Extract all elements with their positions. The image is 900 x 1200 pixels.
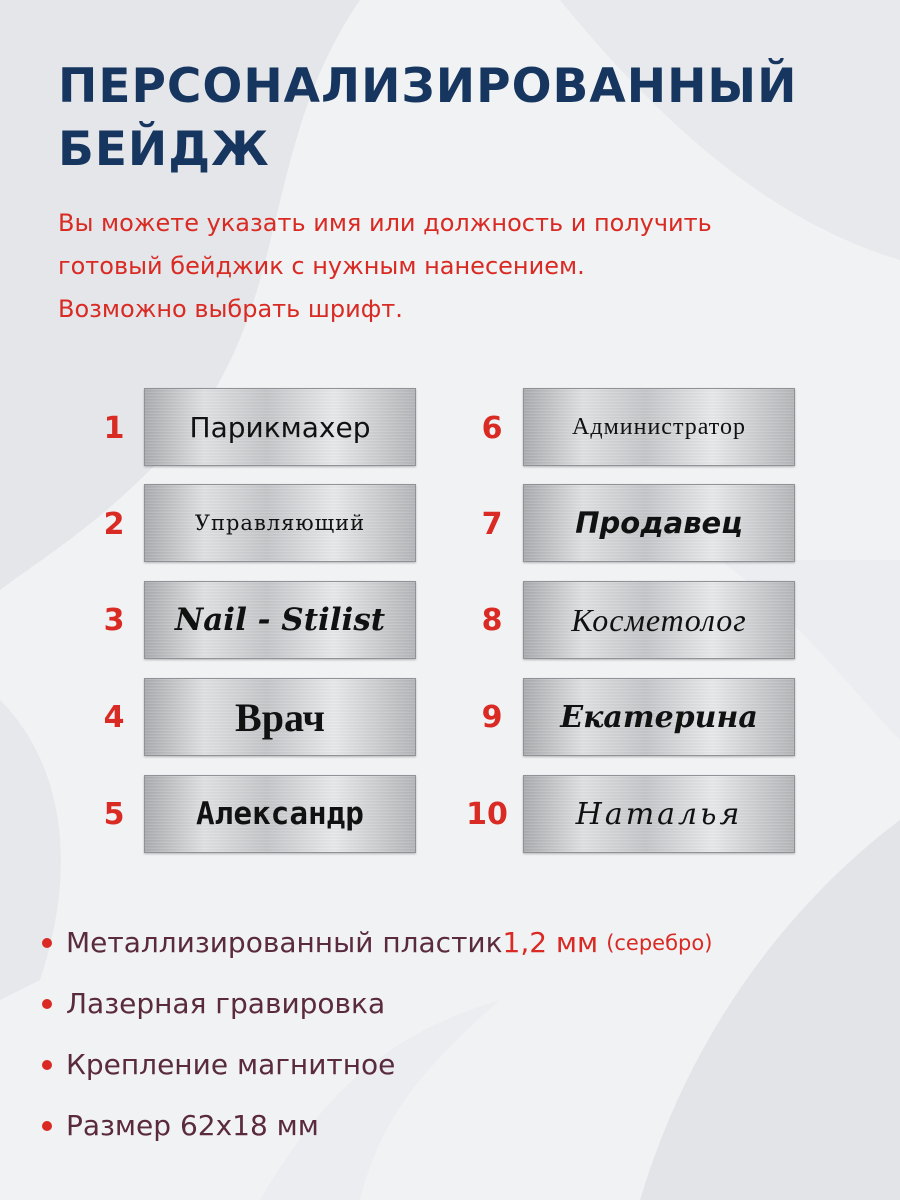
badge-number: 3 bbox=[103, 603, 125, 638]
badge-sample-9 bbox=[523, 678, 795, 756]
badge-text: Наталья bbox=[575, 796, 743, 832]
subtitle-line-2: готовый бейджик с нужным нанесением. bbox=[58, 252, 585, 280]
feature-note: (серебро) bbox=[606, 930, 713, 955]
badge-number: 7 bbox=[481, 507, 503, 542]
badge-number: 6 bbox=[481, 411, 503, 446]
badge-number: 8 bbox=[481, 603, 503, 638]
title-line-1: ПЕРСОНАЛИЗИРОВАННЫЙ bbox=[58, 59, 798, 114]
badge-text: Парикмахер bbox=[189, 410, 371, 444]
bullet-icon bbox=[42, 1060, 52, 1070]
badge-number: 10 bbox=[466, 797, 508, 832]
badge-sample-2 bbox=[144, 484, 416, 562]
feature-item-engraving bbox=[42, 973, 712, 1034]
feature-highlight: 1,2 мм bbox=[502, 926, 599, 959]
badge-sample-4 bbox=[144, 678, 416, 756]
badge-number: 2 bbox=[103, 507, 125, 542]
badge-text: Управляющий bbox=[194, 511, 366, 535]
badge-sample-7 bbox=[523, 484, 795, 562]
bullet-icon bbox=[42, 999, 52, 1009]
title-line-2: БЕЙДЖ bbox=[58, 122, 270, 177]
feature-text: Размер 62х18 мм bbox=[66, 1109, 319, 1142]
bullet-icon bbox=[42, 938, 52, 948]
badge-number: 5 bbox=[103, 797, 125, 832]
badge-sample-1 bbox=[144, 388, 416, 466]
badge-sample-10 bbox=[523, 775, 795, 853]
badge-text: Екатерина bbox=[560, 699, 758, 735]
feature-text: Крепление магнитное bbox=[66, 1048, 396, 1081]
subtitle-line-3: Возможно выбрать шрифт. bbox=[58, 295, 403, 323]
subtitle-line-1: Вы можете указать имя или должность и получить bbox=[58, 209, 712, 237]
bullet-icon bbox=[42, 1121, 52, 1131]
badge-sample-6 bbox=[523, 388, 795, 466]
badge-text: Администратор bbox=[572, 413, 746, 440]
badge-text: Александр bbox=[196, 796, 364, 832]
feature-text: Лазерная гравировка bbox=[66, 987, 386, 1020]
badge-text: Врач bbox=[235, 694, 325, 740]
page-title bbox=[58, 55, 797, 181]
badge-sample-5 bbox=[144, 775, 416, 853]
badge-text: Nail - Stilist bbox=[174, 602, 386, 638]
feature-item-material bbox=[42, 912, 712, 973]
badge-number: 1 bbox=[103, 411, 125, 446]
feature-item-mount bbox=[42, 1034, 712, 1095]
badge-text: Продавец bbox=[575, 506, 743, 540]
badge-number: 4 bbox=[103, 700, 125, 735]
feature-list bbox=[42, 912, 712, 1156]
badge-sample-8 bbox=[523, 581, 795, 659]
badge-sample-3 bbox=[144, 581, 416, 659]
badge-number: 9 bbox=[481, 700, 503, 735]
feature-item-size bbox=[42, 1095, 712, 1156]
subtitle bbox=[58, 202, 712, 331]
feature-text: Металлизированный пластик bbox=[66, 926, 503, 959]
badge-text: Косметолог bbox=[571, 601, 747, 638]
